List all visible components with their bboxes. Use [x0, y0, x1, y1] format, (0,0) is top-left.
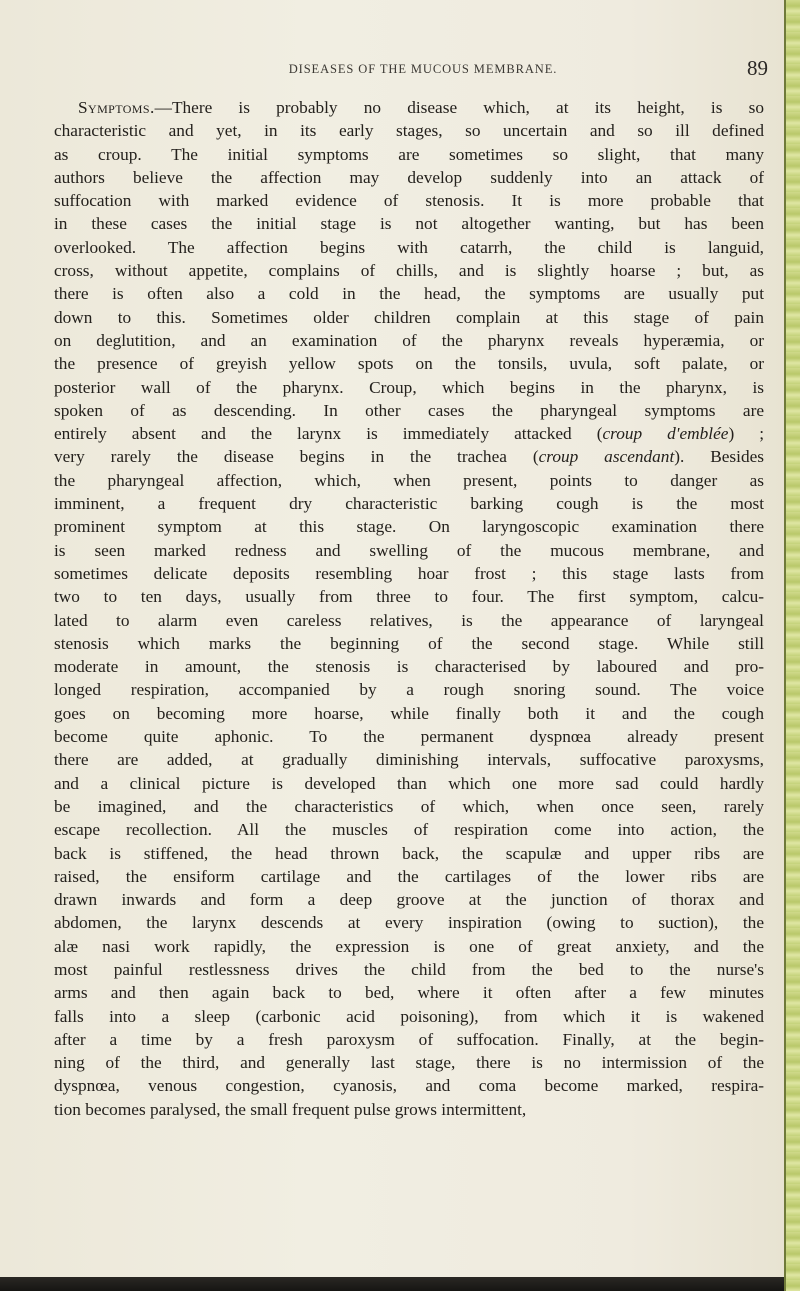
line-text: entirely absent and the larynx is immediately attacked (croup d'emblée) ; — [54, 424, 765, 444]
text-line — [54, 329, 764, 352]
line-text: on deglutition, and an examination of the pharynx reveals hyperæmia, or — [54, 330, 764, 350]
text-line — [54, 725, 764, 748]
line-text: ning of the third, and generally last stage, there is no intermission of the — [54, 1053, 764, 1073]
line-text: characteristic and yet, in its early stages, so uncertain and so ill defined — [54, 121, 764, 141]
text-line — [54, 189, 764, 212]
section-heading: Symptoms. — [78, 98, 155, 117]
text-line — [54, 96, 764, 119]
text-line — [54, 1005, 764, 1028]
text-line — [54, 119, 764, 142]
text-line — [54, 539, 764, 562]
line-text: stenosis which marks the beginning of the second stage. While still — [54, 633, 764, 653]
text-line — [54, 259, 764, 282]
text-line — [54, 795, 764, 818]
text-line — [54, 1051, 764, 1074]
line-text: after a time by a fresh paroxysm of suffocation. Finally, at the begin- — [54, 1029, 764, 1049]
text-line — [54, 306, 764, 329]
text-line — [54, 748, 764, 771]
line-text: goes on becoming more hoarse, while finally both it and the cough — [54, 703, 764, 723]
text-line — [54, 1028, 764, 1051]
line-text: and a clinical picture is developed than which one more sad could hardly — [54, 773, 764, 793]
text-line — [54, 865, 764, 888]
running-head: DISEASES OF THE MUCOUS MEMBRANE. — [288, 62, 558, 76]
line-text: there are added, at gradually diminishing intervals, suffocative paroxysms, — [54, 750, 764, 770]
line-text: escape recollection. All the muscles of respiration come into action, the — [54, 820, 764, 840]
text-line — [54, 212, 764, 235]
text-line — [54, 888, 764, 911]
line-text: lated to alarm even careless relatives, is the appearance of laryngeal — [54, 610, 764, 630]
text-line — [54, 585, 764, 608]
line-text: longed respiration, accompanied by a rough snoring sound. The voice — [54, 680, 764, 700]
line-text: be imagined, and the characteristics of which, when once seen, rarely — [54, 796, 764, 816]
text-line — [54, 282, 764, 305]
line-text: falls into a sleep (carbonic acid poisoning), from which it is wakened — [54, 1006, 764, 1026]
text-line — [54, 609, 764, 632]
text-line — [54, 702, 764, 725]
text-line — [54, 445, 764, 468]
text-line — [54, 143, 764, 166]
line-text: down to this. Sometimes older children complain at this stage of pain — [54, 307, 764, 327]
text-line — [54, 166, 764, 189]
text-line — [54, 236, 764, 259]
line-text: posterior wall of the pharynx. Croup, which begins in the pharynx, is — [54, 377, 764, 397]
line-text: the presence of greyish yellow spots on the tonsils, uvula, soft palate, or — [54, 354, 764, 374]
line-text: overlooked. The affection begins with catarrh, the child is languid, — [54, 237, 764, 257]
line-text: prominent symptom at this stage. On laryngoscopic examination there — [54, 517, 764, 537]
text-line — [54, 1098, 764, 1121]
page-number: 89 — [747, 56, 768, 80]
page-bottom-shadow — [0, 1277, 784, 1291]
line-text: spoken of as descending. In other cases the pharyngeal symptoms are — [54, 400, 764, 420]
text-line — [54, 562, 764, 585]
book-edge — [784, 0, 800, 1291]
line-text: cross, without appetite, complains of chills, and is slightly hoarse ; but, as — [54, 261, 764, 281]
text-line — [54, 1074, 764, 1097]
italic-phrase: croup d'emblée — [602, 424, 729, 444]
text-line — [54, 632, 764, 655]
line-text: raised, the ensiform cartilage and the cartilages of the lower ribs are — [54, 866, 764, 886]
line-text: suffocation with marked evidence of stenosis. It is more probable that — [54, 191, 764, 211]
line-text: dyspnœa, venous congestion, cyanosis, and coma become marked, respira- — [54, 1076, 764, 1096]
text-line — [54, 958, 764, 981]
text-line — [54, 422, 764, 445]
line-text: there is often also a cold in the head, the symptoms are usually put — [54, 284, 764, 304]
line-text: very rarely the disease begins in the trachea (croup ascendant). Besides — [54, 447, 764, 467]
line-text: the pharyngeal affection, which, when present, points to danger as — [54, 470, 764, 490]
text-line — [54, 492, 764, 515]
text-line — [54, 818, 764, 841]
text-line — [54, 842, 764, 865]
line-text: alæ nasi work rapidly, the expression is one of great anxiety, and the — [54, 936, 764, 956]
line-text: back is stiffened, the head thrown back, the scapulæ and upper ribs are — [54, 843, 764, 863]
text-line — [54, 399, 764, 422]
body-paragraph — [54, 96, 764, 1121]
line-text: drawn inwards and form a deep groove at the junction of thorax and — [54, 890, 764, 910]
line-text: imminent, a frequent dry characteristic barking cough is the most — [54, 494, 764, 514]
line-text: is seen marked redness and swelling of the mucous membrane, and — [54, 540, 764, 560]
line-text: most painful restlessness drives the child from the bed to the nurse's — [54, 959, 764, 979]
line-text: authors believe the affection may develop suddenly into an attack of — [54, 167, 764, 187]
text-line — [54, 376, 764, 399]
text-line — [54, 352, 764, 375]
page-header — [78, 56, 768, 80]
text-line — [54, 935, 764, 958]
italic-phrase: croup ascendant — [538, 447, 675, 467]
line-text: abdomen, the larynx descends at every inspiration (owing to suction), the — [54, 913, 764, 933]
line-text: sometimes delicate deposits resembling hoar frost ; this stage lasts from — [54, 563, 764, 583]
line-text: —There is probably no disease which, at its height, is so — [154, 98, 764, 117]
text-line — [54, 772, 764, 795]
line-text: in these cases the initial stage is not altogether wanting, but has been — [54, 214, 764, 234]
text-line — [54, 981, 764, 1004]
line-text: as croup. The initial symptoms are sometimes so slight, that many — [54, 144, 764, 164]
line-text: moderate in amount, the stenosis is characterised by laboured and pro- — [54, 657, 764, 677]
line-text: become quite aphonic. To the permanent dyspnœa already present — [54, 727, 764, 747]
line-text: two to ten days, usually from three to four. The first symptom, calcu- — [54, 587, 764, 607]
text-line — [54, 678, 764, 701]
line-text: tion becomes paralysed, the small frequent pulse grows intermittent, — [54, 1099, 527, 1119]
text-line — [54, 515, 764, 538]
text-line — [54, 655, 764, 678]
text-line — [54, 469, 764, 492]
text-line — [54, 911, 764, 934]
line-text: arms and then again back to bed, where it often after a few minutes — [54, 983, 764, 1003]
